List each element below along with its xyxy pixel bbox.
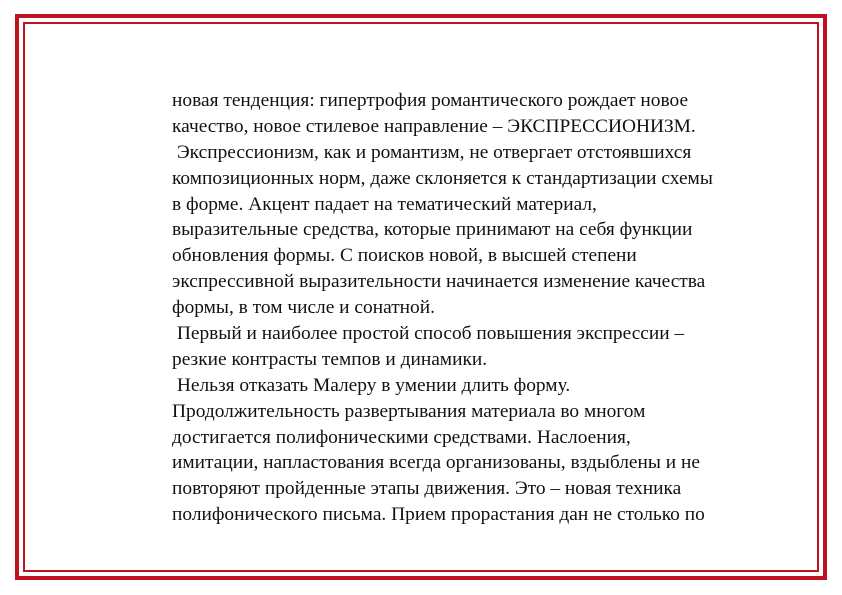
- text-line: повторяют пройденные этапы движения. Это – новая техника: [172, 478, 682, 500]
- text-line: в форме. Акцент падает на тематический материал,: [172, 193, 597, 215]
- text-line: имитации, напластования всегда организованы, вздыблены и не: [172, 452, 700, 474]
- text-line: формы, в том числе и сонатной.: [172, 297, 435, 319]
- text-line: резкие контрасты темпов и динамики.: [172, 348, 488, 370]
- text-line: новая тенденция: гипертрофия романтического рождает новое: [172, 90, 689, 111]
- text-line: достигается полифоническими средствами. Наслоения,: [172, 426, 631, 448]
- text-line: качество, новое стилевое направление – ЭКСПРЕССИОНИЗМ.: [172, 115, 696, 137]
- text-line: Продолжительность развертывания материала во многом: [172, 400, 646, 422]
- text-line: экспрессивной выразительности начинается изменение качества: [172, 271, 706, 293]
- text-line: выразительные средства, которые принимают на себя функции: [172, 219, 693, 241]
- slide-body-text: [172, 88, 792, 528]
- text-line: композиционных норм, даже склоняется к стандартизации схемы: [172, 167, 713, 189]
- text-line: Первый и наиболее простой способ повышения экспрессии –: [172, 323, 685, 345]
- text-line: полифонического письма. Прием прорастания дан не столько по: [172, 504, 705, 526]
- text-line: Нельзя отказать Малеру в умении длить форму.: [172, 374, 571, 396]
- text-line: Экспрессионизм, как и романтизм, не отвергает отстоявшихся: [172, 141, 692, 163]
- text-line: обновления формы. С поисков новой, в высшей степени: [172, 245, 637, 267]
